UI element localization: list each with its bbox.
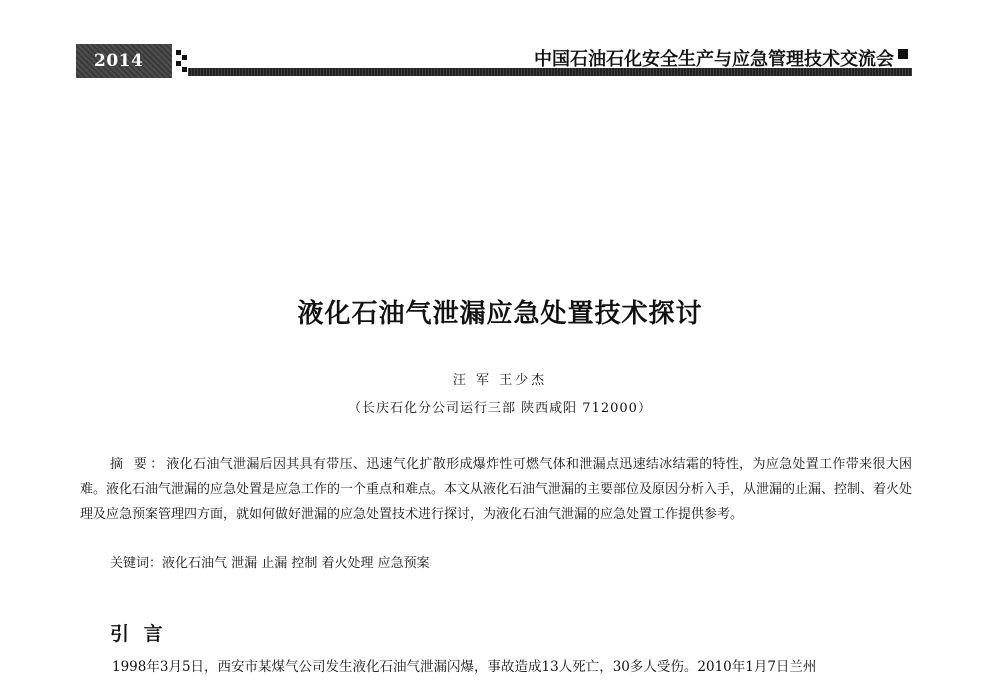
- abstract-text: 液化石油气泄漏后因其具有带压、迅速气化扩散形成爆炸性可燃气体和泄漏点迅速结冰结霜的特性，为应急处置工作带来很大困难。液化石油气泄漏的应急处置是应急工作的一个重点和难点。本文从液化石油气泄漏的主要部位及原因分析入手，从泄漏的止漏、控制、着火处理及应急预案管理四方面，就如何做好泄漏的应急处置技术进行探讨，为液化石油气泄漏的应急处置工作提供参考。: [80, 457, 913, 522]
- article-authors: 汪 军 王少杰: [452, 373, 548, 388]
- keywords: [110, 552, 430, 571]
- header-year-block: [76, 44, 172, 78]
- abstract-label: 摘 要：: [110, 457, 167, 472]
- article-affiliation: （长庆石化分公司运行三部 陕西咸阳 712000）: [348, 401, 652, 416]
- header-end-ornament: [898, 49, 908, 59]
- abstract: [80, 452, 912, 527]
- conference-title: 中国石油石化安全生产与应急管理技术交流会: [534, 49, 894, 70]
- keywords-text: 液化石油气 泄漏 止漏 控制 着火处理 应急预案: [162, 556, 430, 571]
- header-year: 2014: [94, 51, 144, 71]
- section-heading: 引 言: [110, 623, 167, 645]
- body-paragraph: 1998年3月5日，西安市某煤气公司发生液化石油气泄漏闪爆，事故造成13人死亡，30多人受伤。2010年1月7日兰州: [112, 659, 817, 675]
- article-title: 液化石油气泄漏应急处置技术探讨: [297, 299, 703, 329]
- keywords-label: 关键词：: [110, 556, 163, 571]
- page-header: [76, 44, 912, 78]
- header-dots-ornament: [174, 48, 188, 74]
